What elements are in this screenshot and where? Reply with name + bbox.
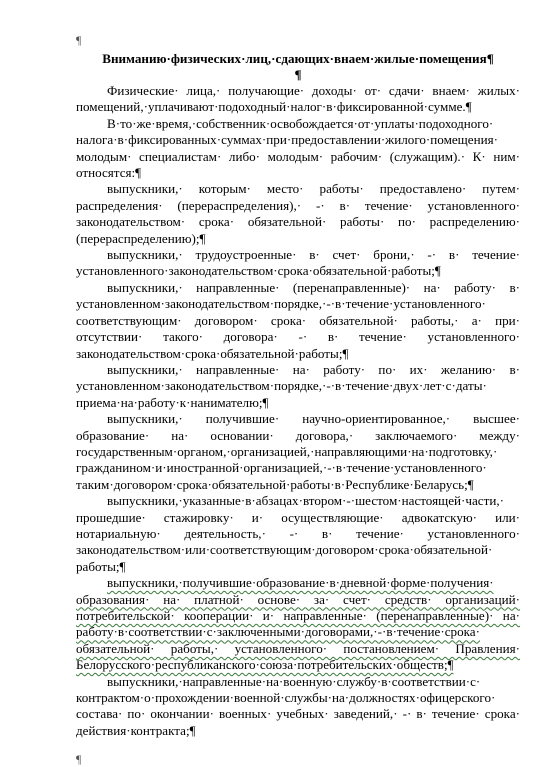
body-paragraph: Физические· лица,· получающие· доходы· от· сдачи· внаем· жилых· помещений,·уплачивают·подоходный·налог·в·фиксированной·сумме.¶ [76,83,520,115]
body-paragraph: выпускники,·направленные·на·военную·службу·в·соответствии·с· контрактом·о·прохождении·военной·службы·на·должностях·офицерского· состава· по· окончании· военных· учебных· заведений,· -· в· течение· срока· действия·контракта;¶ [76,673,520,738]
paragraph-list [76,83,520,739]
body-paragraph: выпускники,· трудоустроенные· в· счет· брони,· -· в· течение· установленного·законодательством·срока·обязательной·работы;¶ [76,247,520,279]
document-title: Вниманию·физических·лиц,·сдающих·внаем·жилые·помещения¶ [102,51,494,66]
paragraph-mark-top: ¶ [76,33,82,47]
body-paragraph: выпускники,· которым· место· работы· предоставлено· путем· распределения· (перераспределения),· -· в· течение· установленного· законодательством· срока· обязательной· работы· по· распределению· (перераспределению);¶ [76,181,520,246]
body-paragraph: выпускники,· направленные· на· работу· по· их· желанию· в· установленном·законодательством·порядке,·-·в·течение·двух·лет·с·даты· приема·на·работу·к·нанимателю;¶ [76,361,520,410]
body-paragraph: выпускники,· получившие· научно-ориентированное,· высшее· образование· на· основании· договора,· заключаемого· между· государственным·органом,·организацией,·направляющими·на·подготовку,· гражданином·и·иностранной·организацией,·-·в·течение·установленного· таким·договором·срока·обязательной·работы·в·Республике·Беларусь;¶ [76,411,520,492]
body-paragraph: выпускники,·указанные·в·абзацах·втором·-·шестом·настоящей·части,· прошедшие· стажировку· и· осуществляющие· адвокатскую· или· нотариальную· деятельность,· -· в· течение· установленного· законодательством·или·соответствующим·договором·срока·обязательной· работы;¶ [76,493,520,574]
paragraph-mark-bottom: ¶ [76,752,82,766]
title-paragraph-mark: ¶ [294,67,302,82]
document-body[interactable] [76,51,520,739]
body-paragraph: В·то·же·время,·собственник·освобождается·от·уплаты·подоходного· налога·в·фиксированных·суммах·при·предоставлении·жилого·помещения· молодым· специалистам· либо· молодым· рабочим· (служащим).· К· ним· относятся:¶ [76,115,520,181]
body-paragraph: выпускники,·получившие·образование·в·дневной·форме·получения· образования· на· платной· основе· за· счет· средств· организаций· потребительской· кооперации· и· направленные· (перенаправленные)· на· работу·в·соответствии·с·заключенными·договорами,·-·в·течение·срока· обязательной· работы,· установленного· постановлением· Правления· Белорусского·республиканского·союза·потребительских·обществ;¶ [76,575,520,673]
body-paragraph: выпускники,· направленные· (перенаправленные)· на· работу· в· установленном·законодательством·порядке,·-·в·течение·установленного· соответствующим· договором· срока· обязательной· работы,· а· при· отсутствии· такого· договора· -· в· течение· установленного· законодательством·срока·обязательной·работы;¶ [76,279,520,361]
